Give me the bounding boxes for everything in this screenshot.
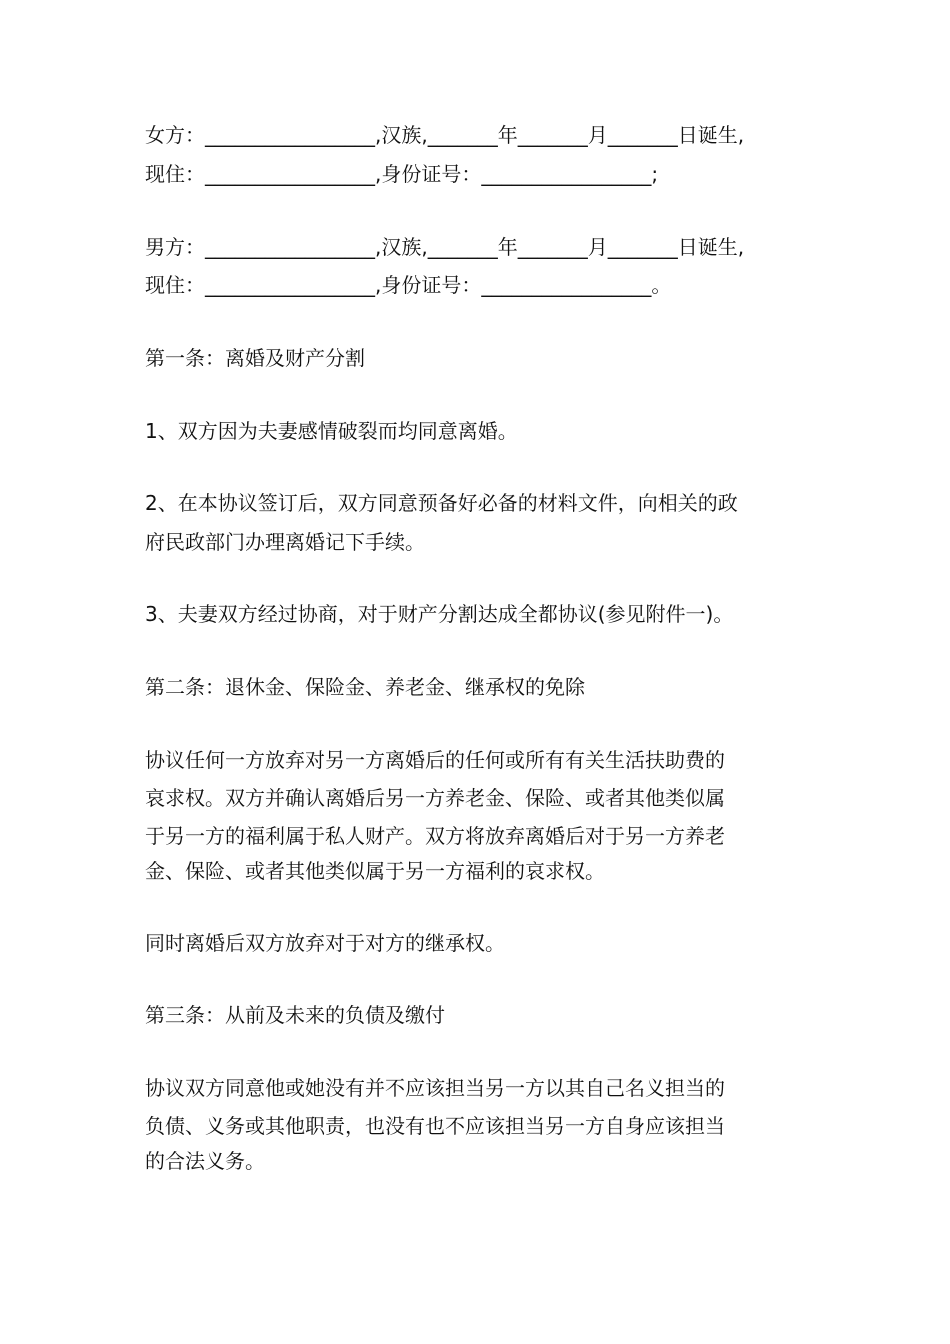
female-address-id-line: 现住：_________________,身份证号：_________________; (145, 162, 659, 186)
article3-heading: 第三条：从前及未来的负债及缴付 (145, 1003, 445, 1027)
article3-para1-line2: 负债、义务或其他职责，也没有也不应该担当另一方自身应该担当 (145, 1114, 725, 1138)
article1-clause2-line1: 2、在本协议签订后，双方同意预备好必备的材料文件，向相关的政 (145, 491, 738, 515)
article3-para1-line3: 的合法义务。 (145, 1149, 265, 1173)
article1-heading: 第一条：离婚及财产分割 (145, 346, 365, 370)
article1-clause3: 3、夫妻双方经过协商，对于财产分割达成全都协议(参见附件一)。 (145, 602, 734, 626)
article1-clause2-line2: 府民政部门办理离婚记下手续。 (145, 530, 425, 554)
article2-para1-line1: 协议任何一方放弃对另一方离婚后的任何或所有有关生活扶助费的 (145, 748, 725, 772)
article3-para1-line1: 协议双方同意他或她没有并不应该担当另一方以其自己名义担当的 (145, 1076, 725, 1100)
female-info-line: 女方：_________________,汉族,_______年_______月_______日诞生, (145, 123, 745, 147)
article2-para1-line4: 金、保险、或者其他类似属于另一方福利的哀求权。 (145, 859, 605, 883)
article2-para2: 同时离婚后双方放弃对于对方的继承权。 (145, 931, 505, 955)
male-address-id-line: 现住：_________________,身份证号：_________________。 (145, 273, 672, 297)
article2-para1-line3: 于另一方的福利属于私人财产。双方将放弃离婚后对于另一方养老 (145, 824, 725, 848)
male-info-line: 男方：_________________,汉族,_______年_______月_______日诞生, (145, 235, 745, 259)
article1-clause1: 1、双方因为夫妻感情破裂而均同意离婚。 (145, 419, 518, 443)
article2-heading: 第二条：退休金、保险金、养老金、继承权的免除 (145, 675, 585, 699)
article2-para1-line2: 哀求权。双方并确认离婚后另一方养老金、保险、或者其他类似属 (145, 786, 725, 810)
